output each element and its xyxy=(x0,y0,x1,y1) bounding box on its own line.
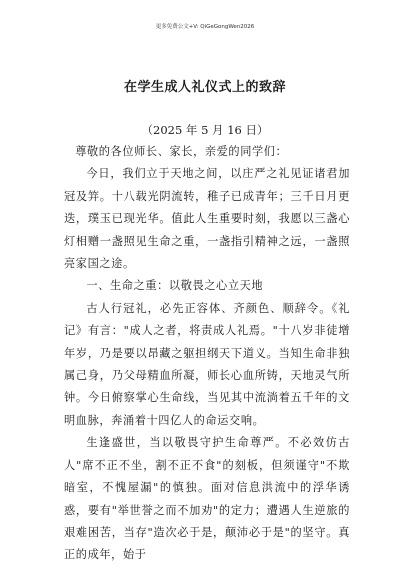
document-date: （2025 年 5 月 16 日） xyxy=(141,123,269,137)
document-body xyxy=(64,141,350,567)
section-heading-1: 一、生命之重：以敬畏之心立天地 xyxy=(86,279,264,293)
greeting-line: 尊敬的各位师长、家长，亲爱的同学们： xyxy=(75,145,288,158)
document-title: 在学生成人礼仪式上的致辞 xyxy=(123,80,286,95)
paragraph-intro: 今日，我们立于天地之间，以庄严之礼见证诸君加冠及笄。十八载光阴流转，稚子已成青年；三千日月更迭，璞玉已现光华。值此人生重要时刻，我愿以三盏心灯相赠一盏照见生命之重，一盏指引精神之远，一盏照亮家国之途。 xyxy=(64,167,350,271)
header-note: 更多免费公文+V: QiGeGongWen2026 xyxy=(155,24,255,30)
paragraph-section-1-continued: 生逢盛世，当以敬畏守护生命尊严。不必效仿古人"席不正不坐，割不正不食"的刻板，但须谨守"不欺暗室，不愧屋漏"的慎独。面对信息洪流中的浮华诱惑，要有"举世誉之而不加劝"的定力；遭遇人生逆旅的艰难困苦，当存"造次必于是，颠沛必于是"的坚守。真正的成年，始于 xyxy=(64,436,350,562)
paragraph-section-1: 古人行冠礼，必先正容体、齐颜色、顺辞令。《礼记》有言："成人之者，将责成人礼焉。"十八岁非徒增年岁，乃是要以昂藏之躯担纲天下道义。当知生命非独属己身，乃父母精血所凝，师长心血所铸，天地灵气所钟。今日俯察掌心生命线，当见其中流淌着五千年的文明血脉，奔涌着十四亿人的命运交响。 xyxy=(64,301,350,427)
